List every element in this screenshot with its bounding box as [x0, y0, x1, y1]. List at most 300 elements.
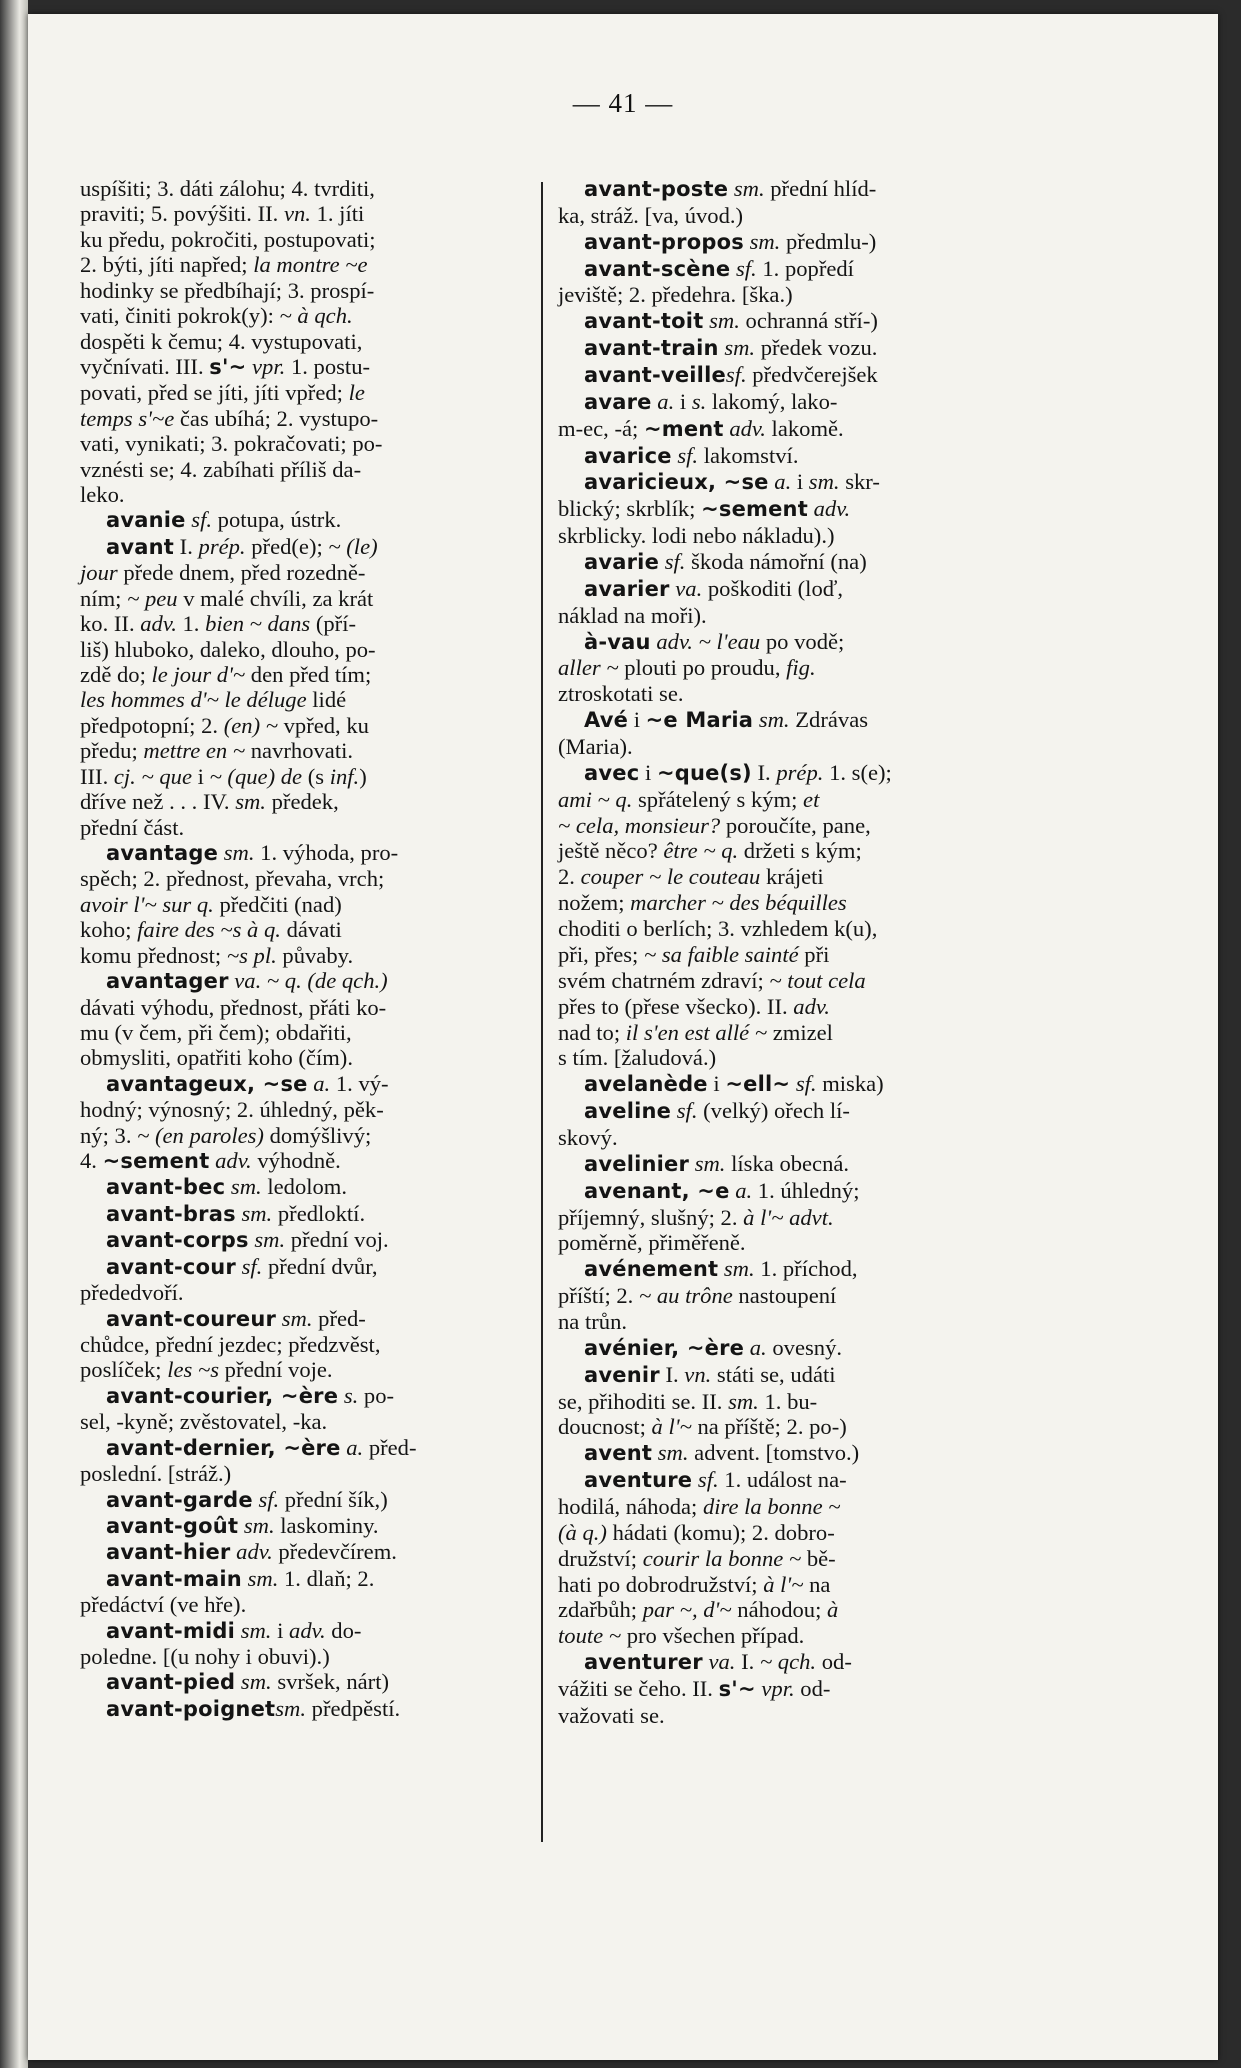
entry-text: vati, činiti pokrok(y):: [80, 303, 280, 329]
entry-line: [80, 1669, 548, 1695]
entry-line: [558, 681, 1034, 707]
entry-text: krájeti: [760, 864, 824, 890]
entry-text: couper ~ le couteau: [580, 864, 761, 890]
entry-text: a.: [735, 1177, 753, 1203]
entry-text: adv.: [236, 1539, 273, 1565]
entry-text: I.: [751, 759, 777, 785]
entry-text: den před tím;: [245, 662, 372, 688]
entry-line: [80, 1020, 548, 1045]
entry-text: nastoupení: [732, 1283, 837, 1309]
entry-line: [558, 890, 1034, 916]
headword: avantage: [106, 840, 219, 865]
entry-line: [80, 560, 548, 585]
headword: avenant, ~e: [584, 1178, 730, 1203]
entry-text: i: [191, 763, 210, 789]
entry-text: adv. ~ l'eau: [656, 628, 761, 654]
entry-text: i: [639, 759, 657, 785]
entry-text: škoda námořní (na): [685, 549, 867, 575]
entry-text: příští; 2.: [558, 1283, 639, 1309]
entry-text: plouti po proudu,: [618, 655, 787, 681]
entry-text: a.: [313, 1070, 331, 1096]
entry-text: à l'~: [651, 1414, 692, 1440]
entry-text: ochranná stří-): [739, 308, 878, 334]
entry-line: [558, 549, 1034, 576]
entry-line: [558, 496, 1034, 523]
entry-text: 1. s(e);: [823, 759, 892, 785]
headword: avant-coureur: [106, 1306, 277, 1331]
entry-text: cj. ~ que: [113, 763, 192, 789]
entry-text: 1. jíti: [310, 201, 365, 227]
entry-line: [80, 1071, 548, 1097]
entry-line: [80, 1644, 548, 1669]
entry-text: ztroskotati se.: [558, 681, 684, 707]
entry-line: [558, 1151, 1034, 1178]
entry-text: laskominy.: [274, 1512, 379, 1538]
entry-text: před(e);: [245, 533, 329, 559]
entry-text: ami ~ q.: [558, 786, 633, 812]
entry-text: doucnost;: [558, 1414, 652, 1440]
entry-text: choditi o berlích; 3. vzhledem k(u),: [558, 916, 878, 942]
entry-text: a.: [657, 388, 675, 414]
headword: avarice: [584, 443, 672, 468]
entry-text: před-: [363, 1434, 417, 1460]
entry-line: [558, 282, 1034, 308]
entry-text: i: [674, 388, 692, 414]
entry-text: et: [803, 786, 820, 812]
headword: avant-goût: [106, 1513, 239, 1538]
entry-line: [558, 1467, 1034, 1494]
entry-text: předek,: [265, 789, 339, 815]
entry-text: les ~s: [167, 1357, 219, 1383]
entry-text: 4.: [80, 1148, 103, 1174]
entry-text: zdě do;: [80, 662, 152, 688]
dictionary-page: [28, 14, 1218, 2060]
entry-text: 2.: [558, 864, 581, 890]
entry-line: [80, 329, 548, 354]
entry-text: (s: [302, 763, 330, 789]
entry-text: adv.: [813, 496, 851, 522]
headword: avare: [584, 389, 652, 414]
entry-line: [558, 1520, 1034, 1546]
entry-text: dávati výhodu, přednost, přáti ko-: [80, 994, 387, 1020]
entry-text: zdařbůh;: [558, 1597, 643, 1623]
entry-text: na příště; 2. po-): [691, 1414, 847, 1440]
entry-line: [558, 1572, 1034, 1598]
entry-text: na: [803, 1571, 831, 1597]
entry-text: předčiti (nad): [213, 891, 342, 917]
entry-line: [558, 1546, 1034, 1572]
entry-text: přededvoří.: [80, 1280, 184, 1306]
entry-text: poroučíte, pane,: [720, 812, 871, 838]
entry-text: il s'en est allé ~: [625, 1019, 768, 1045]
entry-text: ~ tout cela: [769, 967, 866, 993]
entry-text: sm.: [230, 1174, 262, 1200]
entry-text: dávati: [280, 917, 342, 943]
headword: avantager: [106, 969, 229, 994]
entry-text: adv.: [289, 1617, 326, 1643]
entry-text: sel, -kyně; zvěstovatel, -ka.: [80, 1409, 328, 1435]
entry-text: 1. událost na-: [718, 1467, 847, 1493]
entry-text: ~ (en paroles): [137, 1122, 264, 1148]
entry-line: [558, 864, 1034, 890]
entry-text: ~ peu: [127, 585, 178, 611]
entry-text: 1. příchod,: [754, 1256, 858, 1282]
entry-line: [80, 866, 548, 891]
right-column: [558, 176, 1034, 1729]
entry-text: státi se, udáti: [711, 1361, 836, 1387]
entry-text: přes to (přese všecko). II.: [558, 993, 794, 1019]
headword: avant-poignet: [106, 1696, 276, 1721]
entry-text: potupa, ústrk.: [212, 507, 342, 533]
entry-text: I.: [659, 1361, 685, 1387]
entry-text: sm.: [728, 1388, 759, 1414]
entry-text: ~ au trône: [638, 1283, 733, 1309]
entry-line: [558, 629, 1034, 656]
entry-text: předloktí.: [272, 1200, 366, 1226]
headword: avant-bec: [106, 1175, 226, 1200]
entry-line: [558, 1649, 1034, 1676]
entry-text: sf.: [241, 1253, 263, 1279]
entry-text: ný; 3.: [80, 1122, 138, 1148]
entry-line: [80, 892, 548, 917]
entry-text: 1. úhledný;: [752, 1177, 860, 1203]
entry-line: [80, 611, 548, 636]
entry-text: par ~, d'~: [642, 1597, 732, 1623]
entry-text: sf.: [735, 255, 757, 281]
entry-line: [558, 203, 1034, 229]
entry-text: vyčnívati. III.: [80, 353, 210, 379]
entry-text: povati, před se jíti, jíti vpřed;: [80, 380, 349, 406]
headword: avant-pied: [106, 1670, 236, 1695]
entry-text: sf.: [191, 507, 212, 533]
entry-text: jeviště; 2. předehra. [ška.): [558, 282, 793, 308]
entry-line: [80, 176, 548, 201]
headword: avant-poste: [584, 177, 729, 201]
entry-text: va.: [708, 1649, 736, 1675]
entry-text: svém chatrném zdraví;: [558, 967, 770, 993]
entry-line: [558, 389, 1034, 416]
headword: ~que(s): [656, 760, 752, 785]
entry-line: [558, 1230, 1034, 1256]
entry-text: sm.: [240, 1617, 272, 1643]
entry-text: važovati se.: [558, 1702, 665, 1728]
entry-text: ovesný.: [766, 1334, 843, 1360]
entry-text: s tím. [žaludová.): [558, 1045, 717, 1071]
entry-text: (Maria).: [558, 734, 633, 760]
entry-text: přední voje.: [219, 1357, 333, 1383]
entry-line: [558, 1389, 1034, 1415]
entry-line: [80, 1227, 548, 1253]
entry-line: [80, 1332, 548, 1357]
entry-line: [80, 252, 548, 277]
left-column: [80, 176, 548, 1722]
entry-text: ještě něco?: [558, 838, 664, 864]
headword: avant: [106, 534, 175, 559]
entry-text: předmlu-): [780, 228, 877, 254]
entry-text: i: [628, 707, 646, 733]
entry-text: sm.: [709, 308, 740, 334]
entry-text: 1.: [176, 611, 206, 637]
entry-line: [558, 787, 1034, 813]
headword: avant-midi: [106, 1618, 236, 1643]
entry-line: [80, 1435, 548, 1461]
entry-text: lakomství.: [698, 442, 799, 468]
headword: s'~: [718, 1676, 756, 1701]
entry-text: hodný; výnosný; 2. úhledný, pěk-: [80, 1097, 384, 1123]
entry-line: [80, 995, 548, 1020]
entry-text: ~ qch.: [759, 1649, 817, 1675]
entry-text: sf.: [677, 442, 699, 468]
entry-text: praviti; 5. povýšiti. II.: [80, 201, 284, 227]
entry-line: [80, 482, 548, 507]
entry-text: držeti s kým;: [738, 838, 862, 864]
entry-text: ka, stráž. [va, úvod.): [558, 202, 744, 228]
entry-text: 1. popředí: [756, 255, 854, 281]
entry-text: vn.: [283, 201, 311, 227]
entry-text: s.: [343, 1382, 359, 1408]
entry-line: [80, 713, 548, 738]
entry-line: [80, 1306, 548, 1332]
headword: avant-veille: [584, 363, 726, 388]
headword: avent: [584, 1441, 653, 1466]
entry-line: [80, 662, 548, 687]
entry-line: [80, 1254, 548, 1280]
entry-text: hádati (komu); 2. dobro-: [606, 1519, 835, 1545]
entry-text: dříve než . . . IV.: [80, 789, 236, 815]
entry-line: [80, 1148, 548, 1174]
entry-text: sm.: [254, 1227, 286, 1253]
entry-text: sm.: [749, 228, 781, 254]
entry-line: [558, 1205, 1034, 1231]
entry-text: přední hlíd-: [764, 176, 877, 201]
entry-text: sm.: [657, 1440, 689, 1466]
entry-text: mettre en ~: [143, 738, 246, 764]
entry-line: [558, 176, 1034, 203]
entry-text: 1. postu-: [285, 353, 371, 379]
entry-text: poledne. [(u nohy i obuvi).): [80, 1644, 330, 1670]
headword: avant-main: [106, 1566, 242, 1591]
entry-text: poslední. [stráž.): [80, 1461, 232, 1487]
entry-text: hodilá, náhoda;: [558, 1493, 703, 1519]
headword: avant-propos: [584, 229, 744, 254]
entry-text: domýšlivý;: [263, 1122, 372, 1148]
entry-text: vpr.: [761, 1675, 795, 1701]
entry-line: [558, 1494, 1034, 1520]
headword: avantageux, ~se: [106, 1071, 308, 1096]
entry-line: [80, 1618, 548, 1644]
entry-text: čas ubíhá; 2. vystupo-: [174, 405, 379, 431]
headword: avarier: [584, 576, 670, 601]
entry-text: výhodně.: [251, 1148, 341, 1174]
entry-text: 1. bu-: [758, 1388, 818, 1414]
entry-text: sm.: [733, 176, 765, 201]
entry-text: líska obecná.: [725, 1150, 850, 1176]
entry-line: [558, 655, 1034, 681]
entry-line: [80, 1461, 548, 1486]
entry-text: sf.: [664, 549, 686, 575]
entry-line: [558, 1098, 1034, 1125]
entry-text: sf.: [697, 1467, 719, 1493]
entry-line: [80, 738, 548, 763]
entry-text: ~ sa faible sainté: [643, 941, 799, 967]
entry-text: poslíček;: [80, 1357, 168, 1383]
entry-text: la montre ~e: [253, 252, 368, 278]
entry-text: bien ~ dans: [205, 611, 311, 637]
entry-text: III.: [80, 763, 114, 789]
entry-line: [558, 335, 1034, 362]
entry-text: po vodě;: [760, 628, 845, 654]
entry-text: mu (v čem, při čem); obdařiti,: [80, 1019, 352, 1045]
entry-text: vati, vynikati; 3. pokračovati; po-: [80, 431, 383, 457]
entry-line: [558, 1703, 1034, 1729]
entry-text: fig.: [786, 655, 816, 681]
entry-line: [80, 1409, 548, 1434]
entry-text: sm.: [240, 1669, 272, 1695]
entry-text: sm.: [241, 1200, 273, 1226]
entry-text: (en) ~: [223, 712, 278, 738]
entry-text: ~ (le): [328, 533, 378, 559]
entry-text: skový.: [558, 1124, 618, 1150]
headword: avant-corps: [106, 1228, 249, 1253]
headword: avarie: [584, 550, 660, 575]
entry-line: [80, 534, 548, 560]
entry-text: i: [791, 469, 809, 495]
entry-line: [80, 431, 548, 456]
entry-text: le jour d'~: [151, 662, 246, 688]
entry-line: [558, 1440, 1034, 1467]
headword: ~sement: [701, 497, 808, 522]
entry-text: družství;: [558, 1545, 643, 1571]
entry-line: [80, 1097, 548, 1122]
entry-line: [558, 1597, 1034, 1623]
entry-line: [80, 1201, 548, 1227]
entry-text: při: [798, 941, 830, 967]
entry-line: [558, 1071, 1034, 1098]
entry-line: [80, 637, 548, 662]
entry-text: I.: [174, 533, 199, 559]
entry-line: [558, 1335, 1034, 1362]
entry-line: [80, 303, 548, 328]
entry-text: příjemný, slušný; 2.: [558, 1204, 744, 1230]
entry-line: [80, 507, 548, 533]
headword: aventure: [584, 1468, 693, 1493]
entry-text: le: [348, 380, 365, 406]
entry-text: va.: [675, 575, 703, 601]
entry-text: temps s'~e: [80, 405, 175, 431]
entry-text: zmizel: [767, 1019, 833, 1045]
entry-line: [80, 1357, 548, 1382]
entry-text: poškoditi (loď,: [702, 575, 843, 601]
headword: Avé: [584, 708, 629, 733]
entry-text: a.: [774, 469, 792, 495]
entry-text: sm.: [275, 1695, 307, 1721]
entry-text: ~ cela, monsieur?: [558, 812, 721, 838]
entry-text: 1. vý-: [330, 1070, 389, 1096]
entry-line: [80, 968, 548, 994]
entry-line: [80, 278, 548, 303]
entry-text: přední šík,): [279, 1486, 388, 1512]
headword: avec: [584, 760, 640, 785]
headword: s'~: [209, 354, 247, 379]
entry-text: 1. výhoda, pro-: [254, 839, 399, 865]
entry-line: [80, 1123, 548, 1148]
entry-text: vn.: [684, 1361, 712, 1387]
headword: avénement: [584, 1257, 719, 1282]
entry-line: [558, 916, 1034, 942]
headword: avant-bras: [106, 1201, 236, 1226]
headword: avaricieux, ~se: [584, 470, 769, 495]
headword: avant-hier: [106, 1540, 231, 1565]
entry-text: jour: [80, 560, 118, 586]
headword: aveline: [584, 1099, 672, 1124]
column-divider: [541, 182, 543, 1842]
entry-line: [80, 764, 548, 789]
entry-line: [558, 994, 1034, 1020]
entry-text: předvčerejšek: [746, 362, 878, 388]
entry-text: sf.: [725, 362, 747, 388]
entry-text: ~s pl.: [226, 942, 277, 968]
entry-line: [558, 416, 1034, 443]
headword: ~sement: [102, 1149, 210, 1174]
entry-line: [80, 227, 548, 252]
entry-line: [558, 1283, 1034, 1309]
entry-line: [558, 838, 1034, 864]
entry-text: po-: [358, 1382, 395, 1408]
entry-text: inf.: [329, 763, 360, 789]
entry-text: spěch; 2. přednost, převaha, vrch;: [80, 866, 385, 892]
entry-text: předu;: [80, 738, 144, 764]
entry-text: sm.: [281, 1305, 313, 1331]
entry-line: [558, 1020, 1034, 1046]
headword: avant-scène: [584, 256, 731, 281]
entry-line: [80, 380, 548, 405]
entry-text: faire des ~s à q.: [137, 917, 281, 943]
entry-line: [558, 1045, 1034, 1071]
entry-text: prép.: [198, 533, 246, 559]
entry-text: do-: [325, 1617, 362, 1643]
entry-text: ): [359, 763, 367, 789]
entry-text: ~ à qch.: [279, 303, 353, 329]
entry-text: blický; skrblík;: [558, 496, 702, 522]
entry-text: před-: [312, 1305, 366, 1331]
headword: avelinier: [584, 1151, 690, 1176]
entry-text: dospěti k čemu; 4. vystupovati,: [80, 328, 363, 354]
entry-text: hati po dobrodružství;: [558, 1571, 764, 1597]
entry-line: [80, 457, 548, 482]
headword: aventurer: [584, 1650, 703, 1675]
entry-text: sm.: [723, 1256, 755, 1282]
headword: ~ell~: [725, 1072, 791, 1097]
entry-text: sm.: [235, 789, 266, 815]
entry-text: od-: [794, 1675, 831, 1701]
entry-text: přední voj.: [285, 1227, 389, 1253]
entry-text: vznésti se; 4. zabíhati příliš da-: [80, 456, 362, 482]
entry-text: uspíšiti; 3. dáti zálohu; 4. tvrditi,: [80, 176, 375, 201]
entry-line: [80, 815, 548, 840]
entry-line: [80, 687, 548, 712]
entry-line: [80, 917, 548, 942]
entry-line: [558, 734, 1034, 760]
entry-text: à l'~ advt.: [743, 1204, 834, 1230]
headword: avénier, ~ère: [584, 1335, 745, 1360]
entry-text: skrblicky. lodi nebo nákladu).): [558, 523, 835, 549]
entry-text: bě-: [801, 1545, 836, 1571]
entry-text: vpřed, ku: [277, 712, 369, 738]
entry-text: navrhovati.: [245, 738, 354, 764]
entry-line: [80, 1383, 548, 1409]
entry-text: sm.: [694, 1150, 726, 1176]
entry-text: přední dvůr,: [262, 1253, 378, 1279]
